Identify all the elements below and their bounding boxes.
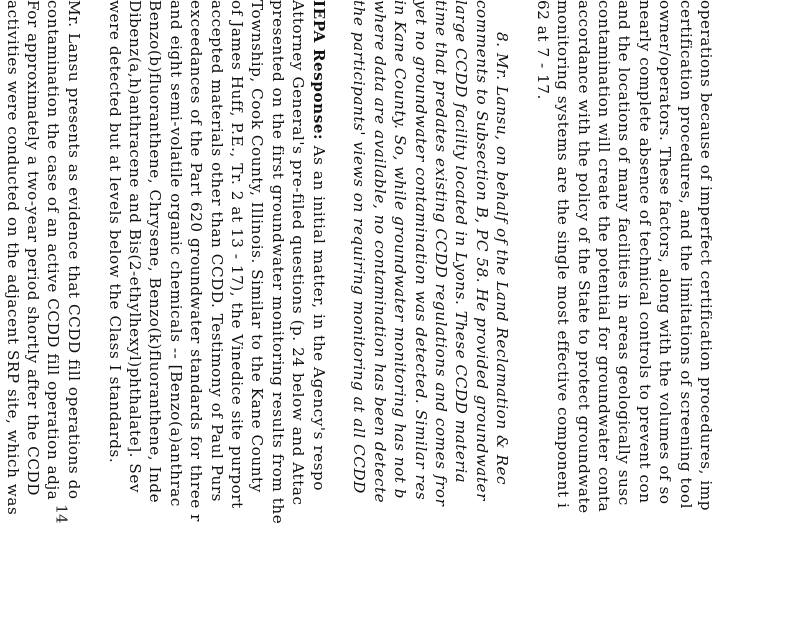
text-line: presented on the first groundwater monitoring results from the [268, 0, 287, 525]
response-heading: IEPA Response: [309, 0, 328, 141]
text-line: yet no groundwater contamination was detected. Similar res [411, 0, 430, 501]
text-line: certification procedures, and the limitations of screening tool [676, 0, 695, 510]
text-line: large CCDD facility located in Lyons. These CCDD materia [452, 0, 471, 484]
text-line: were detected but at levels below the Class I standards. [105, 0, 124, 464]
paragraph-2-comment [349, 0, 512, 618]
text-line: monitoring systems are the single most effective component i [554, 0, 573, 509]
text-line: of James Huff, P.E., Tr. 2 at 13 - 17), the Vinedice site purport [228, 0, 247, 509]
text-line: Attorney General's pre-filed questions (p. 24 below and Attac [289, 0, 308, 506]
text-line: Dibenz(a,h)anthracene and Bis(2-ethylhexyl)phthalate]. Sev [126, 0, 145, 493]
text-line: contamination the case of an active CCDD fill operation adja [44, 0, 63, 501]
text-line: time that predates existing CCDD regulations and comes fror [431, 0, 450, 507]
text-line: in Kane County. So, while groundwater monitoring has not b [391, 0, 410, 500]
text-line: 8. Mr. Lansu, on behalf of the Land Reclamation & Rec [493, 32, 512, 486]
text-line: accepted materials other than CCDD. Testimony of Paul Purs [207, 0, 226, 503]
text-span: As an initial matter, in the Agency's respo [309, 140, 328, 492]
text-line: and the locations of many facilities in areas geologically susc [615, 0, 634, 506]
text-line: contamination will create the potential for groundwater conta [595, 0, 614, 513]
text-line: Mr. Lansu presents as evidence that CCDD fill operations do [64, 0, 83, 500]
page-number: 14 [52, 504, 71, 524]
text-line: where data are available, no contamination has been detecte [370, 0, 389, 504]
paragraph-gap [512, 0, 532, 618]
text-line: nearly complete absence of technical controls to prevent con [635, 0, 654, 504]
paragraph-gap [329, 0, 349, 618]
text-line [308, 0, 328, 618]
text-line: the participants' views on requiring monitoring at all CCDD [350, 0, 369, 494]
text-line: exceedances of the Part 620 groundwater standards for three r [187, 0, 206, 522]
text-line: Benzo(b)fluoranthene, Chrysene, Benzo(k)fluoranthene, Inde [146, 0, 165, 504]
text-line: 62 at 7 - 17. [533, 0, 552, 100]
text-line: comments to Subsection B, PC 58. He provided groundwater [472, 0, 491, 501]
paragraph-3-response [104, 0, 328, 618]
text-line: owner/operators. These factors, along with the volumes of so [656, 0, 675, 505]
text-line: activities were conducted on the adjacent SRP site, which was [3, 0, 22, 516]
paragraph-gap [84, 0, 104, 618]
text-line: Township, Cook County, Illinois. Similar to the Kane County [248, 0, 267, 493]
text-line: and eight semi-volatile organic chemicals -- [Benzo(a)anthrac [166, 0, 185, 507]
text-line [0, 0, 2, 618]
text-line: For approximately a two-year period shortly after the CCDD [24, 0, 43, 496]
text-line: accordance with the policy of the State to protect groundwate [574, 0, 593, 514]
text-line: operations because of imperfect certification procedures, imp [697, 0, 715, 512]
paragraph-1 [532, 0, 716, 618]
paragraph-4 [0, 0, 84, 618]
